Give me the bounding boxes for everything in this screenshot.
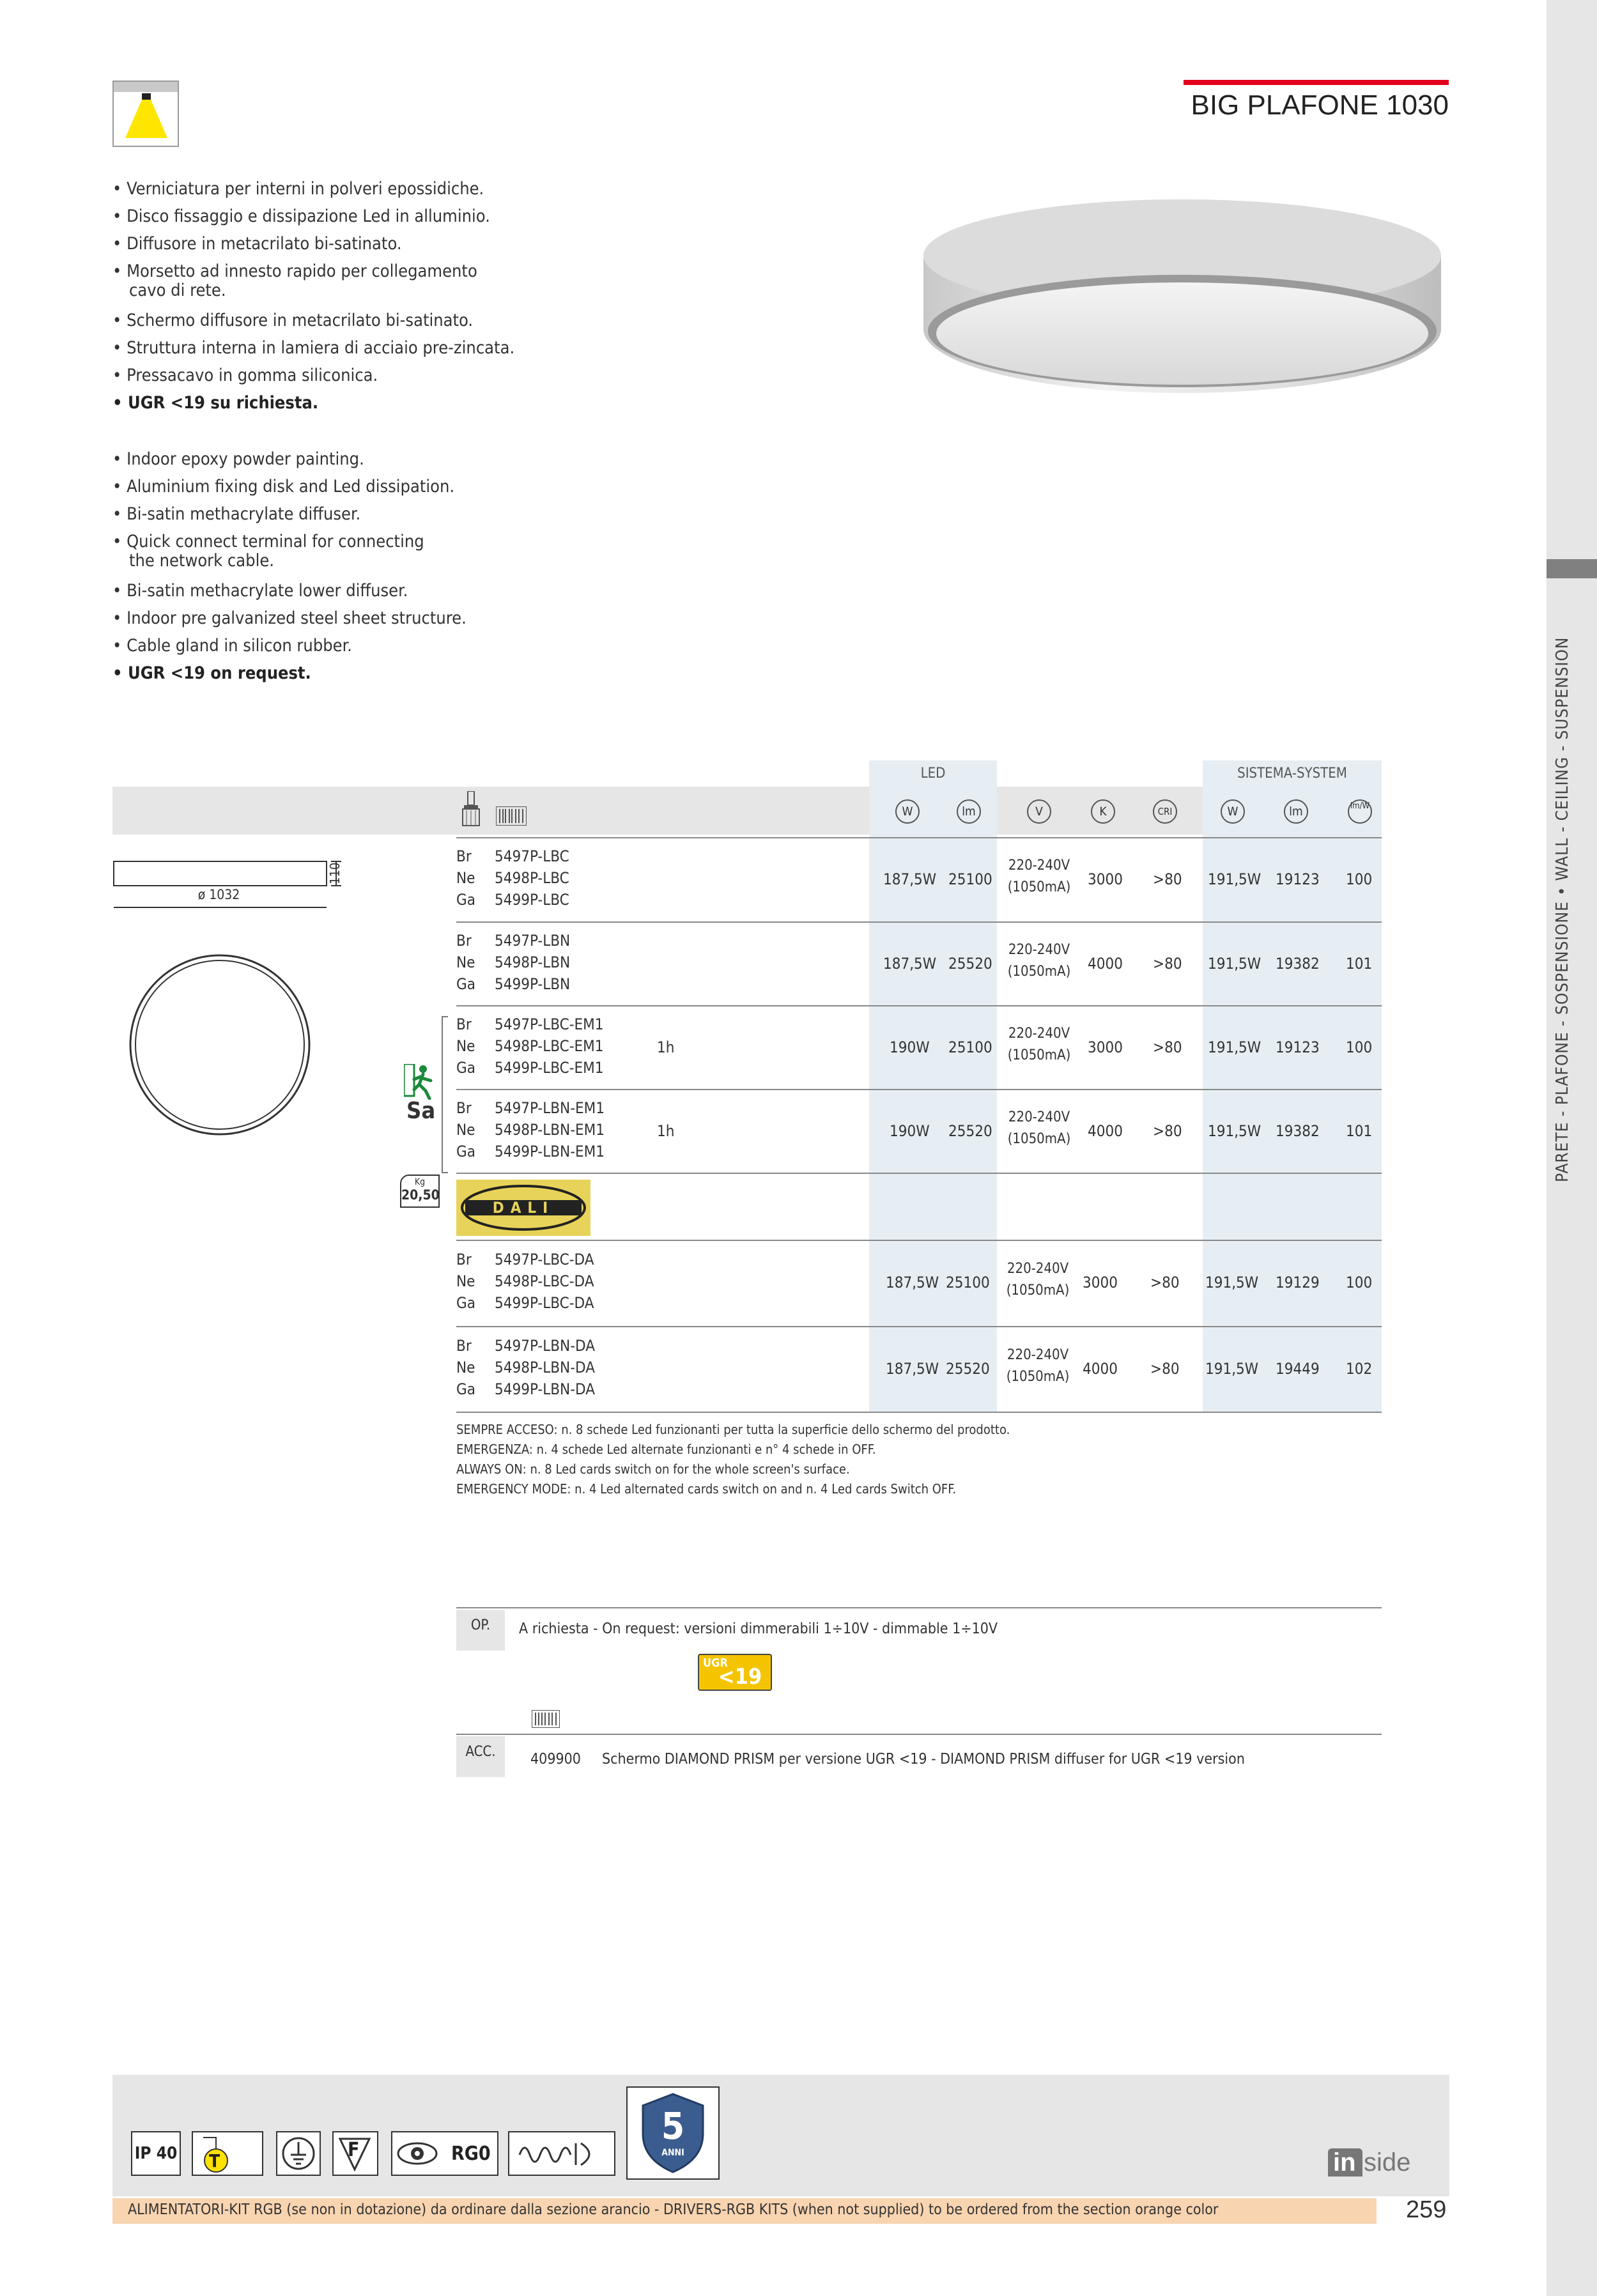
emergency-sa-label: Sa <box>406 1098 436 1124</box>
led-watt: 187,5W <box>883 870 937 888</box>
feature-item: • Morsetto ad innesto rapido per collegamento <box>112 261 477 281</box>
table-row: Br 5497P-LBC Ne 5498P-LBC Ga 5499P-LBC <box>456 847 569 909</box>
side-tab <box>1540 594 1578 1182</box>
voltage: 220-240V (1050mA) <box>1007 1109 1071 1147</box>
feature-item: • Schermo diffusore in metacrilato bi-satinato. <box>112 311 474 330</box>
led-watt: 187,5W <box>883 955 937 973</box>
color-temperature: 4000 <box>1088 1122 1123 1140</box>
color-temperature: 3000 <box>1083 1274 1118 1291</box>
voltage: 220-240V (1050mA) <box>1007 858 1071 895</box>
system-lumen: 19123 <box>1276 1038 1320 1056</box>
led-lumen: 25520 <box>948 955 992 973</box>
emergency-duration: 1h <box>657 1122 675 1140</box>
led-watt: 190W <box>890 1122 930 1140</box>
emergency-exit-icon <box>404 1064 437 1100</box>
system-lumen: 19123 <box>1276 870 1320 888</box>
table-rule <box>456 1005 1382 1006</box>
efficacy: 100 <box>1346 1038 1373 1056</box>
table-rule <box>456 921 1382 923</box>
feature-item: • Quick connect terminal for connecting <box>112 532 424 551</box>
cri-value: >80 <box>1153 870 1182 888</box>
feature-item: • Disco fissaggio e dissipazione Led in alluminio. <box>112 206 490 226</box>
accessory-code: 409900 <box>530 1751 581 1768</box>
color-temperature: 4000 <box>1088 955 1123 973</box>
color-temperature: 3000 <box>1088 870 1123 888</box>
led-lumen: 25100 <box>948 1038 992 1056</box>
table-row: Br 5497P-LBN-EM1 Ne 5498P-LBN-EM1 Ga 5499P-LBN-EM1 <box>456 1099 605 1160</box>
efficacy: 101 <box>1346 955 1373 973</box>
cri-value: >80 <box>1153 955 1182 973</box>
options-text: A richiesta - On request: versioni dimmerabili 1÷10V - dimmable 1÷10V <box>519 1621 998 1637</box>
accessory-barcode-icon <box>532 1710 560 1728</box>
system-watt: 191,5W <box>1208 1122 1261 1140</box>
feature-item: • Struttura interna in lamiera di acciaio pre-zincata. <box>112 338 515 358</box>
table-header-band <box>112 787 1382 835</box>
features-english <box>112 445 467 687</box>
feature-item: • Cable gland in silicon rubber. <box>112 636 352 656</box>
voltage: 220-240V (1050mA) <box>1007 1026 1071 1063</box>
voltage: 220-240V (1050mA) <box>1007 942 1071 980</box>
dali-logo: DALI <box>456 1180 590 1236</box>
color-temperature: 4000 <box>1083 1360 1118 1378</box>
efficacy-symbol: lm/W <box>1348 799 1372 824</box>
emergency-bracket <box>442 1016 448 1173</box>
feature-item: • UGR <19 su richiesta. <box>112 393 319 413</box>
system-watt: 191,5W <box>1205 1360 1259 1378</box>
efficacy: 100 <box>1346 1274 1373 1291</box>
color-temperature: 3000 <box>1088 1038 1123 1056</box>
system-watt: 191,5W <box>1208 870 1261 888</box>
table-notes: SEMPRE ACCESO: n. 8 schede Led funzionanti per tutta la superficie dello schermo del prodotto. EMERGENZA: n. 4 schede Led alternate funzionanti e n° 4 schede in OFF. ALWAYS ON: n. 8 Led cards switch on for the whole screen's surface. EMERGENCY MODE: n. 4 Led alternated cards switch on and n. 4 Led cards Switch OFF. <box>456 1422 1010 1497</box>
accessory-text: Schermo DIAMOND PRISM per versione UGR <19 - DIAMOND PRISM diffuser for UGR <19 version <box>602 1751 1245 1768</box>
system-watt: 191,5W <box>1208 955 1261 973</box>
table-rule <box>456 1089 1382 1090</box>
f-mark-badge: F <box>332 2131 378 2176</box>
system-group-header: SISTEMA-SYSTEM <box>1237 766 1347 782</box>
voltage: 220-240V (1050mA) <box>1006 1261 1070 1298</box>
kelvin-symbol: K <box>1091 799 1115 824</box>
cri-symbol: CRI <box>1153 799 1177 824</box>
barcode-icon <box>496 806 527 826</box>
efficacy: 101 <box>1346 1122 1373 1140</box>
efficacy: 100 <box>1346 870 1373 888</box>
finish-brush-icon <box>459 791 484 829</box>
led-lumen: 25520 <box>946 1360 990 1378</box>
rg0-badge: RG0 <box>391 2131 498 2176</box>
system-watt-symbol: W <box>1221 799 1245 824</box>
voltage: 220-240V (1050mA) <box>1006 1347 1070 1385</box>
feature-item: • Pressacavo in gomma siliconica. <box>112 366 378 385</box>
system-lumen: 19382 <box>1276 1122 1320 1140</box>
system-column-shade <box>1203 760 1382 1412</box>
feature-item: • Aluminium fixing disk and Led dissipation. <box>112 477 455 497</box>
table-row: Br 5497P-LBC-EM1 Ne 5498P-LBC-EM1 Ga 5499P-LBC-EM1 <box>456 1015 604 1077</box>
led-lumen: 25100 <box>948 870 992 888</box>
drivers-note: ALIMENTATORI-KIT RGB (se non in dotazione) da ordinare dalla sezione arancio - DRIVERS-RGB KITS (when not supplied) to be ordered from the section orange color <box>128 2201 1219 2218</box>
cri-value: >80 <box>1150 1274 1180 1291</box>
system-lumen: 19449 <box>1276 1360 1320 1378</box>
feature-item: • UGR <19 on request. <box>112 663 311 683</box>
features-italian <box>112 175 514 417</box>
lumen-symbol: lm <box>957 799 981 824</box>
table-row: Br 5497P-LBN-DA Ne 5498P-LBN-DA Ga 5499P-LBN-DA <box>456 1337 595 1398</box>
t-rating-badge: T <box>192 2131 263 2176</box>
feature-item: • Bi-satin methacrylate diffuser. <box>112 504 361 524</box>
ugr-badge: UGR <19 <box>698 1654 772 1691</box>
title-accent-bar <box>1184 80 1449 85</box>
led-lumen: 25100 <box>946 1274 990 1291</box>
system-lumen: 19129 <box>1276 1274 1320 1291</box>
product-image <box>920 185 1444 403</box>
brand-logo: in side <box>1328 2141 1430 2179</box>
feature-item-continuation: cavo di rete. <box>129 281 226 300</box>
led-watt: 187,5W <box>886 1360 939 1378</box>
ceiling-light-type-icon <box>112 81 179 147</box>
system-watt: 191,5W <box>1205 1274 1259 1291</box>
table-rule <box>456 1173 1382 1174</box>
dimmer-compatible-icon <box>508 2131 615 2176</box>
efficacy: 102 <box>1346 1360 1373 1378</box>
cri-value: >80 <box>1153 1122 1182 1140</box>
weight-badge: Kg 20,50 <box>400 1175 440 1208</box>
accessories-label: ACC. <box>456 1736 505 1777</box>
warranty-badge: 5 ANNI <box>626 2086 720 2180</box>
side-tab-text: PARETE - PLAFONE - SOSPENSIONE • WALL - CEILING - SUSPENSION <box>1553 636 1572 1182</box>
feature-item: • Indoor epoxy powder painting. <box>112 449 364 469</box>
feature-item: • Diffusore in metacrilato bi-satinato. <box>112 234 402 254</box>
product-title: BIG PLAFONE 1030 <box>1191 89 1449 121</box>
page-number: 259 <box>1406 2196 1447 2223</box>
system-lumen: 19382 <box>1276 955 1320 973</box>
table-rule <box>456 837 1382 838</box>
feature-item: • Verniciatura per interni in polveri epossidiche. <box>112 179 484 199</box>
side-tab-marker <box>1547 559 1597 578</box>
volt-symbol: V <box>1027 799 1051 824</box>
feature-item: • Indoor pre galvanized steel sheet structure. <box>112 608 467 628</box>
system-lumen-symbol: lm <box>1284 799 1308 824</box>
table-rule <box>456 1240 1382 1241</box>
system-watt: 191,5W <box>1208 1038 1261 1056</box>
led-watt: 190W <box>890 1038 930 1056</box>
cri-value: >80 <box>1153 1038 1182 1056</box>
led-column-shade <box>869 760 997 1412</box>
table-row: Br 5497P-LBC-DA Ne 5498P-LBC-DA Ga 5499P-LBC-DA <box>456 1251 594 1312</box>
table-rule <box>456 1326 1382 1327</box>
feature-item-continuation: the network cable. <box>129 551 275 571</box>
feature-item: • Bi-satin methacrylate lower diffuser. <box>112 581 408 601</box>
emergency-duration: 1h <box>657 1038 675 1056</box>
table-rule <box>456 1412 1382 1413</box>
led-group-header: LED <box>920 766 946 782</box>
accessories-rule <box>456 1734 1382 1735</box>
led-lumen: 25520 <box>948 1122 992 1140</box>
options-rule <box>456 1607 1382 1608</box>
options-label: OP. <box>456 1610 505 1651</box>
height-dimension: 110 <box>327 862 343 884</box>
earth-class-icon <box>276 2131 321 2176</box>
ip40-badge: IP 40 <box>131 2131 181 2176</box>
table-row: Br 5497P-LBN Ne 5498P-LBN Ga 5499P-LBN <box>456 932 571 993</box>
led-watt: 187,5W <box>886 1274 939 1291</box>
watt-symbol: W <box>895 799 920 824</box>
diameter-dimension: ø 1032 <box>197 887 240 902</box>
cri-value: >80 <box>1150 1360 1180 1378</box>
